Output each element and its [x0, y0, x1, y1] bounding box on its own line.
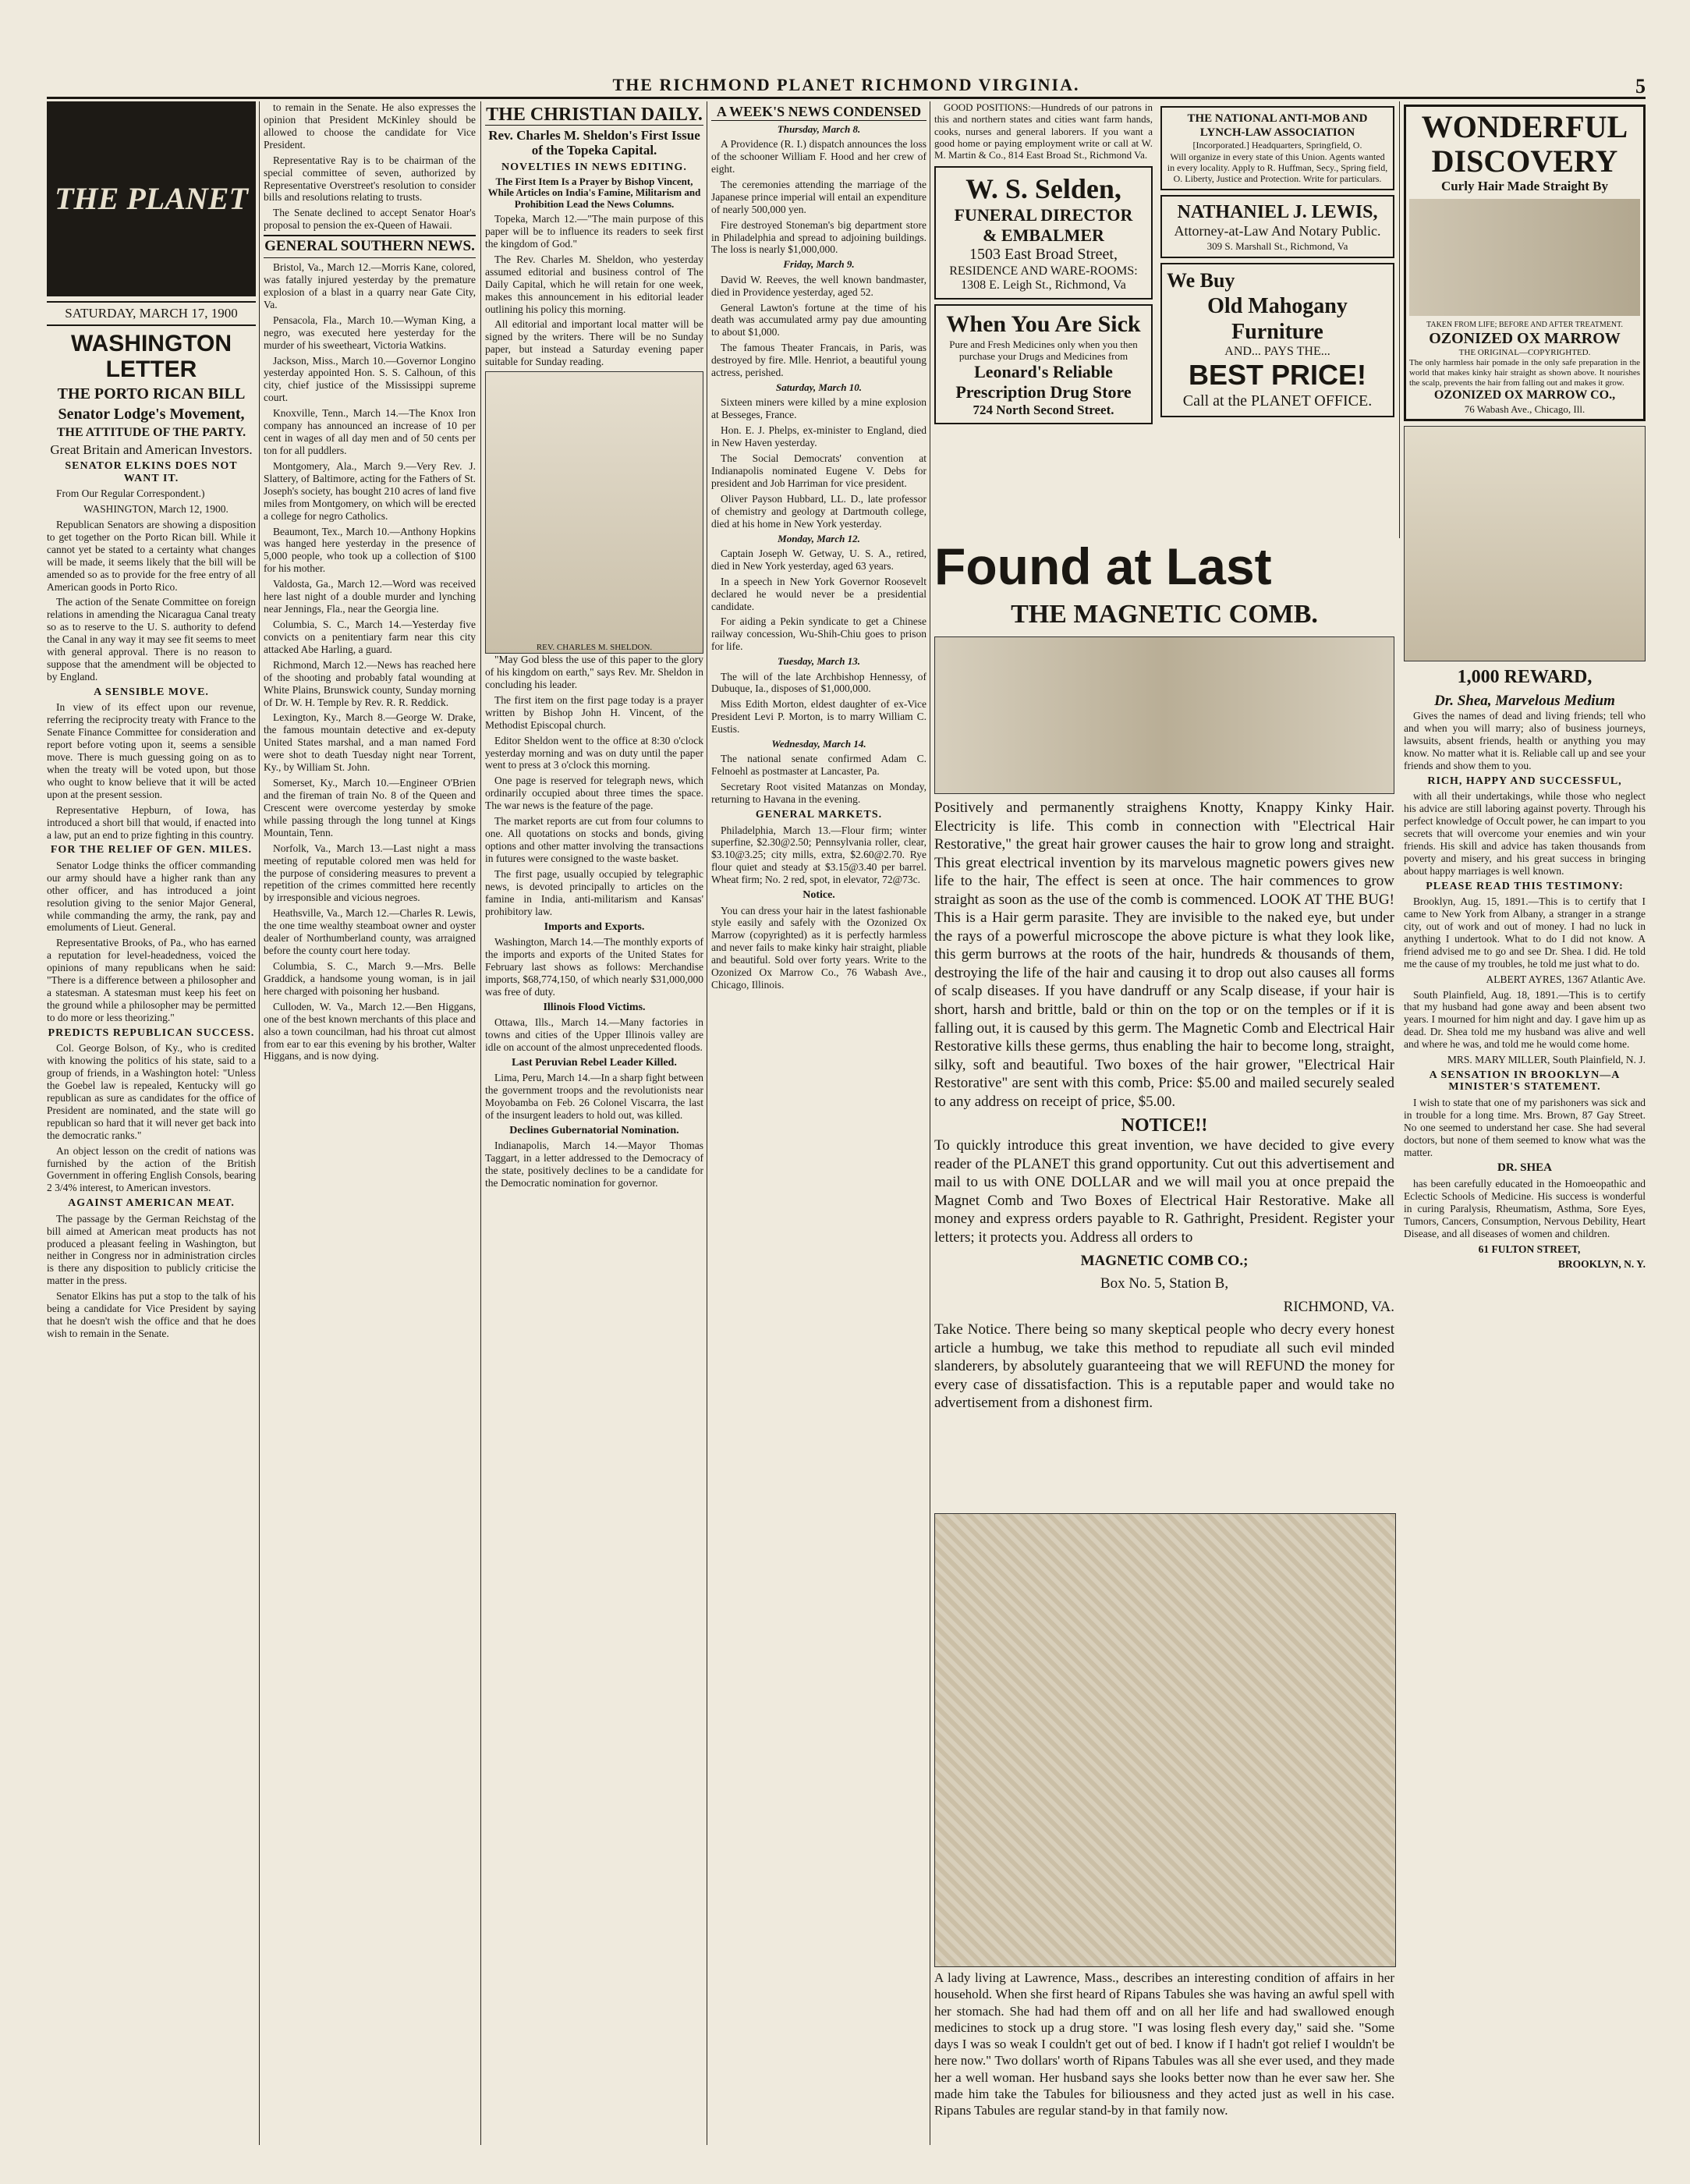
subhead-first-item: The First Item Is a Prayer by Bishop Vincent, While Articles on India's Famine, Militarism and Prohibition Lead the News Columns.	[487, 176, 701, 210]
article-paragraph: One page is reserved for telegraph news, which ordinarily occupied about three times the space. The war news is the feature of the page.	[485, 775, 703, 812]
subhead-investors: Great Britain and American Investors.	[50, 441, 253, 457]
selden-name: W. S. Selden,	[965, 172, 1121, 204]
testimony: South Plainfield, Aug. 18, 1891.—This is to certify that my husband had gone away and been absent two years. I mourned for him night and day. I gave him up as dead. Dr. Shea told me my husband was alive and well and where he was, and told me he would come home.	[1404, 988, 1646, 1051]
news-item: A Providence (R. I.) dispatch announces the loss of the schooner William F. Hood and her crew of eight.	[711, 138, 926, 175]
subhead-novelties: NOVELTIES IN NEWS EDITING.	[501, 161, 687, 173]
day-heading: Tuesday, March 13.	[778, 655, 860, 668]
article-paragraph: The action of the Senate Committee on foreign relations in amending the Nicaragua Canal treaty so as to reserve to the U. S. authority to defend the Canal in any way it may see fit seems to meet with general approval. There is no reason to suppose that the amendment will be objected to by England.	[47, 596, 256, 683]
shea-subhead: PLEASE READ THIS TESTIMONY:	[1426, 880, 1624, 892]
masthead	[47, 75, 1646, 99]
ox-marrow-original: THE ORIGINAL—COPYRIGHTED.	[1458, 348, 1591, 358]
selden-line: RESIDENCE AND WARE-ROOMS:	[949, 264, 1138, 278]
headline-weeks-news: A WEEK'S NEWS CONDENSED	[711, 105, 926, 121]
shea-paragraph: Gives the names of dead and living friends; tell who and when you will marry; also of business journeys, lawsuits, absent friends, health or anything you may know. No matter what it is. Reliable call up and see your friends and show them to you.	[1404, 710, 1646, 771]
dr-shea-portrait	[1404, 426, 1646, 661]
buy-furniture: Old Mahogany Furniture	[1207, 293, 1348, 344]
article-paragraph: The first page, usually occupied by telegraphic news, is devoted principally to articles on the famine in India, anti-militarism and Kansas' prohibitory law.	[485, 867, 703, 917]
article-paragraph: Senator Lodge thinks the officer commanding our army should have a higher rank than any other officer, and has introduced a joint resolution giving to the senior Major General, while commanding the army, the rank, pay and emoluments of Lieut. General.	[47, 859, 256, 934]
subhead-porto-rican-bill: THE PORTO RICAN BILL	[57, 385, 246, 403]
byline: From Our Regular Correspondent.)	[56, 488, 205, 500]
anti-mob-hq: [Incorporated.] Headquarters, Springfield, O.	[1192, 140, 1362, 151]
news-item: Columbia, S. C., March 9.—Mrs. Belle Graddick, a handsome young woman, is in jail here charged with poisoning her husband.	[264, 959, 476, 997]
day-heading: Wednesday, March 14.	[771, 738, 866, 750]
subhead-peru: Last Peruvian Rebel Leader Killed.	[512, 1056, 677, 1069]
subhead-elkins: SENATOR ELKINS DOES NOT WANT IT.	[65, 460, 238, 484]
market-report: Philadelphia, March 13.—Flour firm; winter superfine, $2.30@2.50; Pennsylvania roller, clear, $3.10@3.25; city mills, extra, $2.60@2.70. Rye flour quiet and steady at $3.15@3.40 per barrel. Wheat firm; No. 2 red, spot, in elevator, 72@73c.	[711, 824, 926, 886]
ox-marrow-company: OZONIZED OX MARROW CO.,	[1433, 388, 1616, 402]
news-item: Oliver Payson Hubbard, LL. D., late professor of chemistry and geology at Dartmouth college, died at his home in New York yesterday.	[711, 492, 926, 530]
news-item: In a speech in New York Governor Roosevelt declared he would never be a presidential candidate.	[711, 575, 926, 612]
news-item: Knoxville, Tenn., March 14.—The Knox Iron company has announced an increase of 10 per cent in wages of all day men and of 50 cents per ton for all puddlers.	[264, 407, 476, 457]
column-4	[711, 101, 926, 2145]
article-paragraph: Representative Ray is to be chairman of the special committee of seven, authorized by Representative Overstreet's resolution to consider bills and resolutions relating to trusts.	[264, 154, 476, 204]
news-item: Montgomery, Ala., March 9.—Very Rev. J. Slattery, of Baltimore, acting for the Fathers of St. Joseph's society, has bought 210 acres of land five miles from Montgomery, on which will be erected a college for negro Catholics.	[264, 459, 476, 522]
article-paragraph: Col. George Bolson, of Ky., who is credited with knowing the politics of his state, said to a group of friends, in a Washington hotel: "Unless the Goebel law is repealed, Kentucky will go republican as sure as candidates for the office of President are nominated, and the state will go republican so hard that it will never get back into the democratic ranks."	[47, 1042, 256, 1141]
news-item: Somerset, Ky., March 10.—Engineer O'Brien and the fireman of train No. 8 of the Queen and Crescent were overcome yesterday by smoke while passing through the long tunnel at Kings Mountain, Tenn.	[264, 777, 476, 838]
comb-address: MAGNETIC COMB CO.;	[1080, 1252, 1249, 1269]
column-rule	[259, 101, 260, 2145]
article-paragraph: The market reports are cut from four columns to one. All quotations on stocks and bonds, giving options and other matter involving the transactions in futures were consigned to the waste basket.	[485, 815, 703, 864]
notice-heading: NOTICE!!	[1121, 1115, 1208, 1136]
magnetic-comb-subtitle: THE MAGNETIC COMB.	[1011, 599, 1318, 629]
article-paragraph: The Rev. Charles M. Sheldon, who yesterday assumed editorial and business control of The Daily Capital, which he will retain for one week, makes this announcement in his editorial leader outlining his policy this morning.	[485, 253, 703, 315]
page-number: 5	[1635, 75, 1646, 98]
selden-ad	[934, 166, 1153, 300]
news-item: Lexington, Ky., March 8.—George W. Drake, the famous mountain detective and ex-deputy United States marshal, and a man named Ford were shot to death Tuesday night near Torrent, Ky., by William St. John.	[264, 711, 476, 774]
day-heading: Monday, March 12.	[778, 532, 860, 544]
buy-best-price: BEST PRICE!	[1188, 359, 1367, 392]
found-at-last-title: Found at Last	[934, 537, 1272, 595]
news-item: Secretary Root visited Matanzas on Monday, returning to Havana in the evening.	[711, 781, 926, 806]
section-subhead: AGAINST AMERICAN MEAT.	[68, 1197, 235, 1210]
column-2	[264, 101, 476, 2145]
comb-address: RICHMOND, VA.	[1283, 1298, 1394, 1315]
article-paragraph: Indianapolis, March 14.—Mayor Thomas Taggart, in a letter addressed to the Democracy of the state, positively declines to be a candidate for the Democratic nomination for governor.	[485, 1140, 703, 1189]
article-paragraph: Editor Sheldon went to the office at 8:30 o'clock yesterday morning and was on duty until the paper went to press at 3 o'clock this morning.	[485, 734, 703, 771]
testimony-signature: MRS. MARY MILLER, South Plainfield, N. J.	[1447, 1054, 1646, 1066]
news-item: Culloden, W. Va., March 12.—Ben Higgans, one of the best known merchants of this place and also a town councilman, had his throat cut almost from ear to ear this evening by his brother, Walter Higgans, and is now dying.	[264, 1000, 476, 1062]
article-dateline: WASHINGTON, March 12, 1900.	[83, 503, 229, 516]
article-paragraph: Topeka, March 12.—"The main purpose of this paper will be to influence its readers to seek first the kingdom of God."	[485, 213, 703, 250]
news-item: Norfolk, Va., March 13.—Last night a mass meeting of reputable colored men was held for the purpose of considering measures to prevent a repetition of the crimes committed here recently by irresponsible and vicious negroes.	[264, 842, 476, 904]
article-paragraph: Lima, Peru, March 14.—In a sharp fight between the government troops and the revolutionists near Moyobamba on Feb. 26 Colonel Viscarra, the last of the insurgent leaders to hold out, was killed.	[485, 1072, 703, 1121]
issue-date: SATURDAY, MARCH 17, 1900	[47, 301, 256, 326]
news-item: David W. Reeves, the well known bandmaster, died in Providence yesterday, aged 52.	[711, 273, 926, 298]
news-item: General Lawton's fortune at the time of his death was accumulated army pay due amounting to about $1,000.	[711, 301, 926, 339]
article-paragraph: The passage by the German Reichstag of the bill aimed at American meat products has not produced a pleasant feeling in Washington, but neither in Congress nor in administration circles is there any disposition to publicly criticise the matter in the press.	[47, 1212, 256, 1287]
shea-paragraph: has been carefully educated in the Homoeopathic and Eclectic Schools of Medicine. His success is wonderful in curing Paralysis, Rheumatism, Asthma, Sore Eyes, Tumors, Cancers, Consumption, Nervous Debility, Heart Disease, and all diseases of women and children.	[1404, 1177, 1646, 1239]
news-item: Jackson, Miss., March 10.—Governor Longino yesterday appointed Hon. S. S. Calhoun, of this city, chief justice of the Mississippi supreme court.	[264, 354, 476, 404]
mahogany-ad	[1160, 263, 1394, 417]
article-paragraph: Representative Hepburn, of Iowa, has introduced a short bill that would, if enacted into a law, put an end to prize fighting in this country.	[47, 803, 256, 841]
selden-line: & EMBALMER	[983, 225, 1104, 246]
lewis-address: 309 S. Marshall St., Richmond, Va	[1206, 239, 1348, 252]
day-heading: Saturday, March 10.	[775, 381, 863, 394]
shea-subhead: RICH, HAPPY AND SUCCESSFUL,	[1427, 775, 1622, 787]
headline-southern-news: GENERAL SOUTHERN NEWS.	[264, 235, 476, 258]
comb-offer: To quickly introduce this great invention, we have decided to give every reader of the PLANET this grand opportunity. Cut out this advertisement and mail to us with ONE DOLLAR and we will mail you at once prepaid the Magnet Comb and Two Boxes of Electrical Hair Restorative. Make all money and express orders payable to R. Gathright, President. Register your letters; it protects you. Address all orders to	[934, 1137, 1394, 1246]
news-item: Bristol, Va., March 12.—Morris Kane, colored, was fatally injured yesterday by the premature explosion of a blast in a quarry near Gate City, Va.	[264, 261, 476, 310]
magnetic-comb-ad	[934, 538, 1394, 1576]
comb-illustration	[934, 636, 1394, 794]
buy-heading: We Buy	[1167, 268, 1235, 292]
subhead-attitude: THE ATTITUDE OF THE PARTY.	[56, 426, 246, 440]
news-item: The will of the late Archbishop Hennessy, of Dubuque, Ia., disposes of $1,000,000.	[711, 670, 926, 695]
masthead-title: THE RICHMOND PLANET RICHMOND VIRGINIA.	[612, 75, 1080, 94]
testimony: Brooklyn, Aug. 15, 1891.—This is to certify that I came to New York from Albany, a stranger in a strange city, out of work and out of money. I had no luck in anything I undertook. What to do I did not know. A friend advised me to go and see Dr. Shea. I did. He told me the cause of my troubles, he told me just what to do.	[1404, 895, 1646, 970]
leonard-ad	[934, 304, 1153, 424]
article-paragraph: In view of its effect upon our revenue, referring the reciprocity treaty with France to the Senate Finance Committee for consideration and report before voting upon it, seems a sensible move. There is much guessing going on as to when the treaty will be voted upon, but those who ought to know believe that it will be acted upon at the present session.	[47, 701, 256, 800]
column-7	[1404, 101, 1646, 2145]
portrait-caption: REV. CHARLES M. SHELDON.	[536, 643, 653, 653]
selden-line: 1308 E. Leigh St., Richmond, Va	[961, 278, 1126, 292]
day-heading: Friday, March 9.	[783, 258, 855, 271]
article-paragraph: Ottawa, Ills., March 14.—Many factories in towns and cities of the Upper Illinois valley are idle on account of the almost unprecedented floods.	[485, 1016, 703, 1053]
ox-marrow-text: The only harmless hair pomade in the only safe preparation in the world that makes kinky hair straight as shown above. It nourishes the scalp, prevents the hair from falling out and makes it grow.	[1409, 358, 1640, 388]
headline-washington-letter: WASHINGTON LETTER	[70, 331, 232, 383]
ripans-illustration	[934, 1513, 1396, 1967]
anti-mob-ad	[1160, 106, 1394, 190]
article-paragraph: The first item on the first page today is a prayer written by Bishop John H. Vincent, of the Methodist Episcopal church.	[485, 693, 703, 731]
before-after-caption: TAKEN FROM LIFE; BEFORE AND AFTER TREATMENT.	[1426, 321, 1623, 330]
news-item: Fire destroyed Stoneman's big department store in Philadelphia and spread to adjoining buildings. The loss is nearly $1,000,000.	[711, 218, 926, 256]
headline-christian-daily: THE CHRISTIAN DAILY.	[486, 105, 703, 125]
selden-line: 1503 East Broad Street,	[969, 246, 1118, 264]
shea-subhead: A SENSATION IN BROOKLYN—A MINISTER'S STATEMENT.	[1429, 1069, 1621, 1094]
section-subhead: PREDICTS REPUBLICAN SUCCESS.	[48, 1026, 255, 1039]
discovery-heading: DISCOVERY	[1431, 144, 1618, 179]
wonderful-heading: WONDERFUL	[1421, 109, 1628, 144]
news-item: The ceremonies attending the marriage of the Japanese prince imperial will entail an expenditure of nearly 500,000 yen.	[711, 178, 926, 215]
news-item: Captain Joseph W. Getway, U. S. A., retired, died in New York yesterday, aged 63 years.	[711, 547, 926, 572]
sheldon-portrait	[485, 371, 703, 654]
comb-address: Box No. 5, Station B,	[1100, 1275, 1229, 1292]
testimony-signature: ALBERT AYRES, 1367 Atlantic Ave.	[1486, 973, 1646, 985]
shea-address: 61 FULTON STREET,	[1478, 1243, 1581, 1255]
lewis-ad	[1160, 195, 1394, 258]
comb-description: Positively and permanently straighens Knotty, Knappy Kinky Hair. Electricity is life. This comb in connection with "Electrical Hair Restorative," the great hair grower causes the hair to grow long and straight. This great electrical invention by its marvelous magnetic powers gives new life to the hair, The effect is seen at once. The hair commences to grow straight as soon as the use of the comb is commenced. LOOK AT THE BUG! This is a Hair germ parasite. They are invisible to the naked eye, but under the rays of a powerful microscope the above picture is what they look like, this germ burrows at the roots of the hair, hundreds & thousands of them, destroying the life of the hair and causing it to drop out also causes all forms of scalp diseases. If you have dandruff or any Scalp disease, if your hair is short, harsh and brittle, bald or thin on the top or on the temples or if it is falling out, it is caused by this germ. The Magnetic Comb and Electrical Hair Restorative kills these germs, thus enabling the hair to become long, straight, silky, soft and beautiful. Two boxes of the hair grower, "Electrical Hair Restorative" are sent with this comb, Price: $5.00 and mailed securely sealed to any address on receipt of price, $5.00.	[934, 799, 1394, 1110]
news-item: The national senate confirmed Adam C. Felnoehl as postmaster at Lancaster, Pa.	[711, 753, 926, 778]
sick-heading: When You Are Sick	[946, 311, 1141, 338]
article-paragraph: Representative Brooks, of Pa., who has earned a reputation for level-headedness, voiced the opinions of many republicans when he said: "There is a difference between a philosopher and a statesman. A statesman must keep his feet on the ground while a philosopher may be permitted to do more or less theorizing."	[47, 937, 256, 1023]
column-rule	[480, 101, 481, 2145]
news-item: Columbia, S. C., March 14.—Yesterday five convicts on a penitentiary farm near this city attacked Abe Harling, a guard.	[264, 619, 476, 655]
news-item: Beaumont, Tex., March 10.—Anthony Hopkins was hanged here yesterday in the presence of 5,000 people, who took up a collection of $100 for his mother.	[264, 525, 476, 575]
section-subhead: A SENSIBLE MOVE.	[94, 686, 209, 698]
news-item: The famous Theater Francais, in Paris, was destroyed by fire. Mlle. Henriot, a beautiful young actress, perished.	[711, 342, 926, 379]
leonard-address: 724 North Second Street.	[973, 402, 1114, 418]
news-item: For aiding a Pekin syndicate to get a Chinese railway concession, Wu-Shih-Chiu goes to prison for life.	[711, 615, 926, 653]
news-item: The Social Democrats' convention at Indianapolis nominated Eugene V. Debs for president and Job Harriman for vice president.	[711, 452, 926, 489]
article-paragraph: The Senate declined to accept Senator Hoar's proposal to pension the ex-Queen of Hawaii.	[264, 207, 476, 232]
planet-logo: THE PLANET	[47, 101, 256, 296]
article-paragraph: Republican Senators are showing a disposition to get together on the Porto Rican bill. While it cannot yet be stated to a certainty what changes will be made, it seems likely that the bill will be amended so as to provide for the free entry of all American goods in Porto Rico.	[47, 518, 256, 593]
column-rule	[1399, 101, 1400, 538]
lewis-name: NATHANIEL J. LEWIS,	[1177, 202, 1378, 222]
take-notice: Take Notice. There being so many skeptical people who decry every honest article a humbug, we take this method to repudiate all such evil minded slanderers, by absolutely guaranteeing that we will REFUND the money for every case of dissatisfaction. This is a reputable paper and would take no advertisement from a dishonest firm.	[934, 1321, 1394, 1412]
section-subhead: FOR THE RELIEF OF GEN. MILES.	[50, 844, 253, 856]
good-positions-ad: GOOD POSITIONS:—Hundreds of our patrons in this and northern states and cities want farm hands, cooks, nurses and general laborers. If you want a good home or paying employment write or call at W. M. Martin & Co., 814 East Broad St., Richmond Va.	[934, 101, 1153, 161]
lewis-title: Attorney-at-Law And Notary Public.	[1174, 223, 1381, 239]
before-after-portraits	[1409, 199, 1640, 316]
news-item: Hon. E. J. Phelps, ex-minister to England, died in New Haven yesterday.	[711, 424, 926, 449]
news-item: Sixteen miners were killed by a mine explosion at Besseges, France.	[711, 396, 926, 421]
shea-subhead: DR. SHEA	[1497, 1161, 1552, 1175]
news-item: Heathsville, Va., March 12.—Charles R. Lewis, the one time wealthy steamboat owner and oyster dealer of Northumberland county, was arraigned before the county court here today.	[264, 907, 476, 957]
article-paragraph: Washington, March 14.—The monthly exports of the imports and exports of the United States for February last shows as follows: Merchandise imports, $68,774,150, of which nearly $31,000,000 was free of duty.	[485, 935, 703, 998]
news-item: Valdosta, Ga., March 12.—Word was received here last night of a double murder and lynching near Jennings, Fla., near the Georgia line.	[264, 578, 476, 615]
day-heading: Thursday, March 8.	[777, 122, 861, 135]
selden-line: FUNERAL DIRECTOR	[954, 205, 1133, 225]
column-3	[485, 101, 703, 2145]
ox-marrow-ad	[1404, 105, 1646, 421]
news-item: Miss Edith Morton, eldest daughter of ex-Vice President Levi P. Morton, is to marry William C. Eustis.	[711, 698, 926, 736]
ox-marrow-name: OZONIZED OX MARROW	[1429, 329, 1621, 347]
article-paragraph: to remain in the Senate. He also expresses the opinion that President McKinley should be allowed to choose the candidate for Vice President.	[264, 101, 476, 151]
column-6-ads	[1160, 101, 1394, 538]
column-5-ads	[934, 101, 1153, 538]
news-item: Pensacola, Fla., March 10.—Wyman King, a negro, was executed here yesterday for the murder of his sweetheart, Victoria Watkins.	[264, 314, 476, 351]
buy-call: Call at the PLANET OFFICE.	[1182, 392, 1373, 410]
news-item: Richmond, March 12.—News has reached here of the shooting and probably fatal wounding at White Plains, Brunswick county, Sunday morning of Dr. W. H. Temple by Rev. R. R. Reddick.	[264, 658, 476, 708]
headline-notice: Notice.	[802, 889, 835, 902]
column-1	[47, 101, 256, 2145]
ox-marrow-address: 76 Wabash Ave., Chicago, Ill.	[1464, 403, 1585, 416]
shea-address: BROOKLYN, N. Y.	[1557, 1258, 1646, 1271]
anti-mob-text: Will organize in every state of this Union. Agents wanted in every locality. Apply to R. Huffman, Secy., Spring field, O. Liberty, Justice and Protection. Write for particulars.	[1167, 151, 1388, 184]
ripans-ad-text: A lady living at Lawrence, Mass., describes an interesting condition of affairs in her household. When she first heard of Ripans Tabules she was having an awful spell with her stomach. She had had them off and on all her life and had swallowed enough medicines to stock up a drug store. "I was losing flesh every day," said she. "Some days I was so weak I couldn't get out of bed. I know if I hadn't got relief I wouldn't be here now." Two dollars' worth of Ripans Tabules was all she ever used, and they made her a well woman. Her husband says she looks better now than he ever saw her. She made him take the Tabules for biliousness and they acted just as well in his case. Ripans Tabules are regular stand-by in that family now.	[934, 1970, 1394, 2118]
testimony: I wish to state that one of my parishoners was sick and in trouble for a long time. Mrs. Brown, 87 Gay Street. No one seemed to understand her case. She had several doctors, but none of them seemed to know what was the matter.	[1404, 1096, 1646, 1158]
subhead-taggart: Declines Gubernatorial Nomination.	[509, 1124, 679, 1136]
subhead-lodge: Senator Lodge's Movement,	[58, 406, 245, 424]
ox-marrow-notice: You can dress your hair in the latest fashionable style easily and safely with the Ozonized Ox Marrow (copyrighted) as it is perfectly harmless and never fails to make kinky hair straight, pliable and beautiful. Sold over forty years. Write to the Ozonized Ox Marrow Co., 76 Wabash Ave., Chicago, Illinois.	[711, 904, 926, 991]
shea-heading: Dr. Shea, Marvelous Medium	[1434, 692, 1615, 709]
leonard-name: Leonard's Reliable Prescription Drug Store	[955, 362, 1132, 402]
article-paragraph: "May God bless the use of this paper to the glory of his kingdom on earth," says Rev. Mr. Sheldon in concluding his leader.	[485, 654, 703, 690]
article-paragraph: All editorial and important local matter will be signed by the writers. There will be no Sunday paper, but instead a Saturday evening paper suitable for Sunday reading.	[485, 318, 703, 368]
article-paragraph: Senator Elkins has put a stop to the talk of his being a candidate for Vice President by saying that he doesn't wish the office and that he does wish to remain in the Senate.	[47, 1290, 256, 1339]
subhead-imports: Imports and Exports.	[544, 920, 645, 933]
anti-mob-title: THE NATIONAL ANTI-MOB AND LYNCH-LAW ASSOCIATION	[1187, 112, 1368, 139]
reward-heading: 1,000 REWARD,	[1457, 666, 1593, 687]
sick-text: Pure and Fresh Medicines only when you then purchase your Drugs and Medicines from	[949, 338, 1138, 363]
article-paragraph: An object lesson on the credit of nations was furnished by the action of the British Government in offering English Consols, bearing 2 3/4% interest, to American investors.	[47, 1144, 256, 1194]
subhead-flood: Illinois Flood Victims.	[543, 1001, 646, 1013]
curly-hair-line: Curly Hair Made Straight By	[1440, 179, 1609, 193]
subhead-sheldon: Rev. Charles M. Sheldon's First Issue of the Topeka Capital.	[488, 128, 700, 158]
buy-pays: AND... PAYS THE...	[1224, 344, 1330, 358]
headline-markets: GENERAL MARKETS.	[755, 809, 883, 821]
shea-paragraph: with all their undertakings, while those who neglect his advice are still laboring against poverty. Through his perfect knowledge of Occult power, he can impart to you secrets that will overcome your enemies and win your friends. His skill and advice has taken thousands from poverty and misery, and his great success in bringing about happy marriages is well known.	[1404, 790, 1646, 877]
